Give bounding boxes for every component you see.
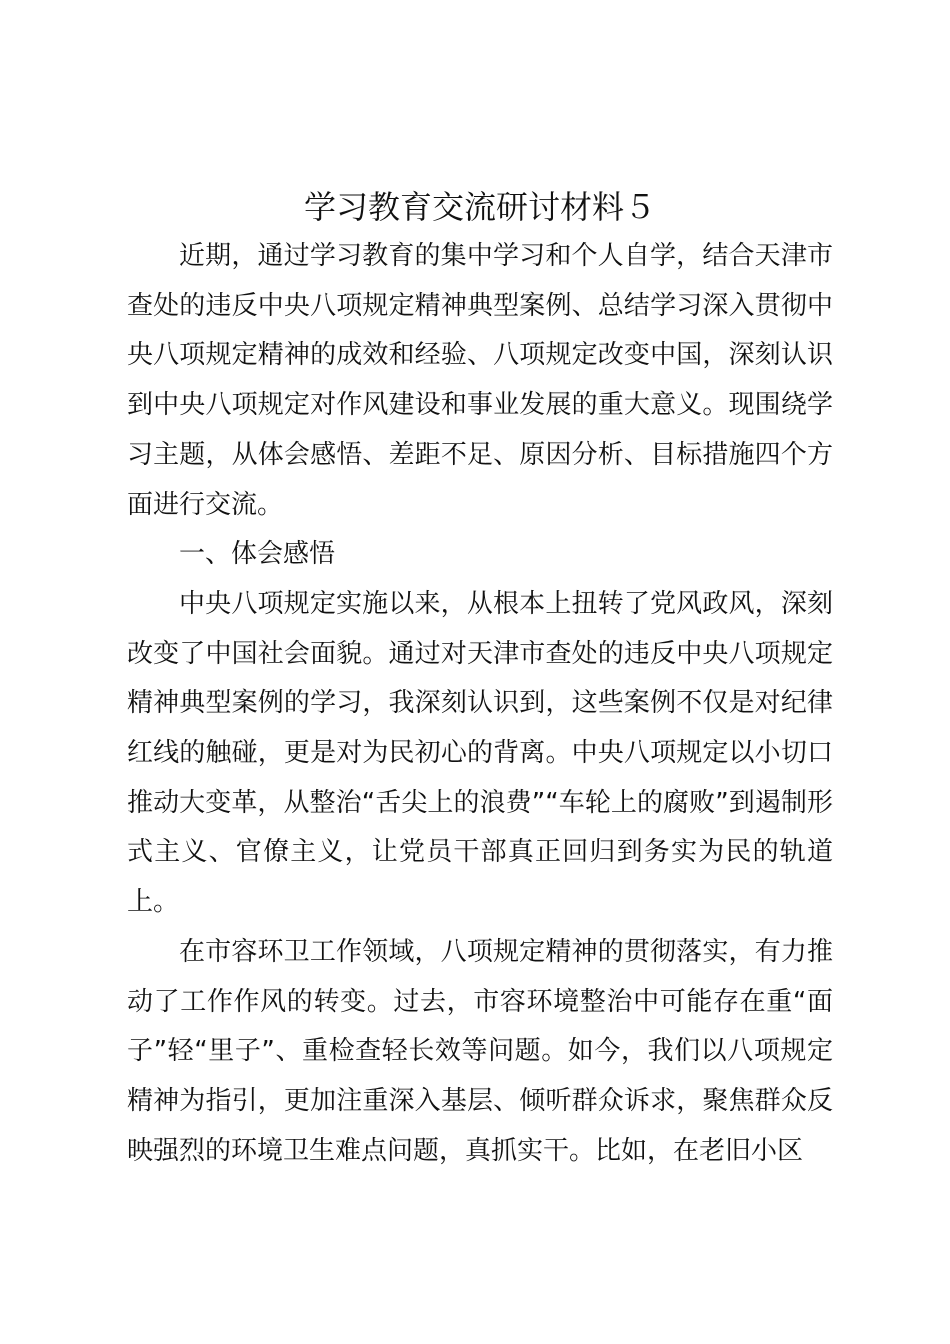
document-body — [127, 182, 833, 1176]
section-heading: 一、体会感悟 — [179, 539, 336, 570]
section-paragraph-1: 中央八项规定实施以来，从根本上扭转了党风政风，深刻改变了中国社会面貌。通过对天津市查处的违反中央八项规定精神典型案例的学习，我深刻认识到，这些案例不仅是对纪律红线的触碰，更是对为民初心的背离。中央八项规定以小切口推动大变革，从整治“舌尖上的浪费”“车轮上的腐败”到遏制形式主义、官僚主义，让党员干部真正回归到务实为民的轨道上。 — [127, 588, 833, 918]
intro-paragraph: 近期，通过学习教育的集中学习和个人自学，结合天津市查处的违反中央八项规定精神典型案例、总结学习深入贯彻中央八项规定精神的成效和经验、八项规定改变中国，深刻认识到中央八项规定对作风建设和事业发展的重大意义。现围绕学习主题，从体会感悟、差距不足、原因分析、目标措施四个方面进行交流。 — [127, 241, 833, 520]
document-title: 学习教育交流研讨材料５ — [303, 188, 656, 226]
section-paragraph-2: 在市容环卫工作领域，八项规定精神的贯彻落实，有力推动了工作作风的转变。过去，市容环境整治中可能存在重“面子”轻“里子”、重检查轻长效等问题。如今，我们以八项规定精神为指引，更加注重深入基层、倾听群众诉求，聚焦群众反映强烈的环境卫生难点问题，真抓实干。比如，在老旧小区 — [127, 936, 833, 1166]
